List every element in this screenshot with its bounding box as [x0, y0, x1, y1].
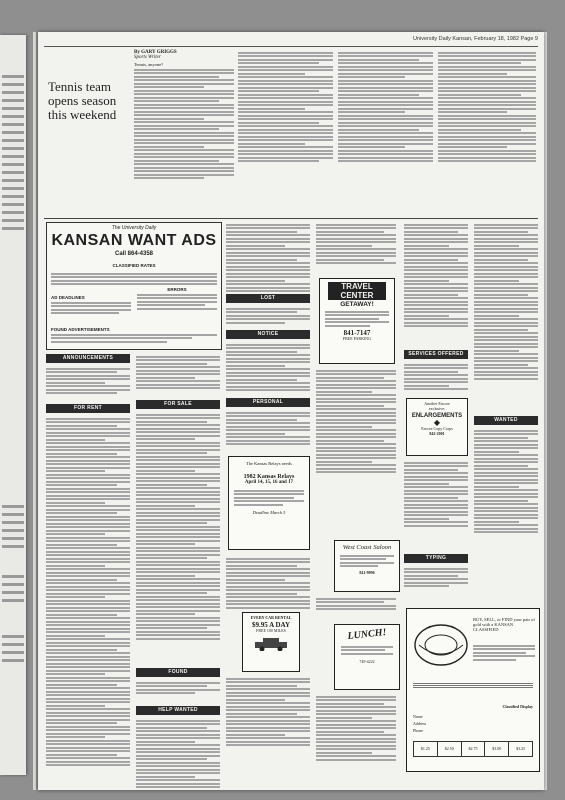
encore-phone: 842-2001	[429, 430, 445, 436]
tennis-byline: By GARY GRIGGS	[134, 50, 177, 55]
section-announcements: ANNOUNCEMENTS	[46, 354, 130, 363]
lunch-phone: 749-4222	[359, 659, 375, 664]
found-ads-block	[51, 327, 217, 344]
relays-line2: 1982 Kansas Relays	[243, 474, 295, 480]
deadlines-heading: AD DEADLINES	[51, 295, 85, 300]
found-listings	[136, 680, 220, 696]
column-4-listings-top	[316, 222, 396, 266]
car-rental-ad	[242, 612, 300, 672]
travel-line2: CENTER	[328, 291, 386, 300]
name-label: Name	[413, 714, 423, 719]
price-cell: $3.25	[516, 746, 526, 751]
tennis-headline: Tennis team opens season this weekend	[48, 79, 117, 122]
travel-line3: GETAWAY!	[340, 301, 374, 308]
classified-display-label: Classified Display	[502, 704, 533, 709]
section-for-rent: FOR RENT	[46, 404, 130, 413]
typing-listings	[404, 566, 468, 589]
encore-shop: Encore Copy Corps	[421, 426, 453, 431]
personal-listings	[226, 410, 310, 447]
kansas-relays-ad	[228, 456, 310, 550]
tennis-column-2	[238, 50, 333, 164]
lips-icon	[413, 619, 469, 671]
classified-order-form	[406, 608, 540, 772]
travel-note: FREE PARKING	[342, 336, 372, 341]
want-ads-title: KANSAN WANT ADS	[51, 232, 217, 249]
tennis-byline-role: Sports Writer	[134, 55, 161, 60]
tennis-column-1	[134, 50, 234, 181]
phone-label: Phone	[413, 728, 423, 733]
travel-phone: 841-7147	[343, 329, 371, 337]
relays-dates: April 14, 15, 16 and 17	[244, 480, 294, 485]
misc-listings-top	[136, 354, 220, 391]
encore-line2: exclusive:	[428, 405, 446, 411]
running-head: University Daily Kansan, February 18, 1982 Page 9	[44, 36, 538, 47]
tennis-story	[48, 80, 126, 122]
errors-heading: ERRORS	[167, 287, 187, 292]
travel-line1: TRAVEL	[328, 282, 386, 291]
price-cell: $1.25	[414, 742, 438, 756]
column-6-listings-top	[474, 222, 538, 381]
encore-logo-icon: ◆	[433, 418, 441, 427]
column-4-listings-lower	[316, 596, 396, 612]
travel-center-ad	[319, 278, 395, 364]
for-rent-listings	[46, 416, 130, 768]
rates-table	[51, 271, 217, 287]
announcements-listings	[46, 366, 130, 396]
newspaper-page	[38, 32, 544, 790]
lunch-ad	[334, 624, 400, 690]
masthead-small: The University Daily	[111, 225, 157, 231]
wanted-listings	[474, 428, 538, 535]
address-label: Address	[413, 721, 427, 726]
column-5-listings-mid	[404, 460, 468, 528]
for-sale-listings	[136, 412, 220, 641]
column-4-listings-mid	[316, 368, 396, 475]
section-personal: PERSONAL	[226, 398, 310, 407]
price-cell: $3.00	[485, 742, 509, 756]
car-icon	[251, 637, 291, 651]
previous-page-edge	[0, 35, 26, 775]
section-help-wanted: HELP WANTED	[136, 706, 220, 715]
found-ads-heading: FOUND ADVERTISEMENTS	[51, 327, 110, 332]
section-typing: TYPING	[404, 554, 468, 563]
want-ads-phone: Call 864-4358	[114, 251, 154, 257]
column-3-listings-mid	[226, 556, 310, 610]
want-ads-masthead	[46, 222, 222, 350]
encore-ad	[406, 398, 468, 456]
section-services-offered: SERVICES OFFERED	[404, 350, 468, 359]
tennis-lead: Tennis, anyone?	[134, 62, 164, 67]
lost-listings	[226, 306, 310, 325]
services-listings	[404, 362, 468, 392]
section-for-sale: FOR SALE	[136, 400, 220, 409]
column-3-listings-bottom	[226, 676, 310, 748]
relays-deadline: Deadline March 5	[252, 510, 286, 515]
help-wanted-listings	[136, 718, 220, 790]
saloon-name: West Coast Saloon	[342, 544, 392, 551]
lunch-text: LUNCH!	[347, 626, 387, 643]
deadlines-block	[51, 295, 131, 316]
west-coast-saloon-ad	[334, 540, 400, 592]
tennis-column-4	[438, 50, 536, 164]
column-5-listings-top	[404, 222, 468, 329]
rates-heading: CLASSIFIED RATES	[112, 263, 156, 268]
column-3-listings-top	[226, 222, 310, 294]
notice-listings	[226, 342, 310, 393]
price-cell: $2.50	[438, 742, 462, 756]
rental-line2: FREE 100 MILES	[256, 627, 286, 633]
rental-price: $9.95 A DAY	[251, 620, 291, 629]
order-form-title: BUY, SELL, or FIND your pair of gold with a KANSAN CLASSIFIED	[473, 617, 535, 632]
tennis-column-3	[338, 50, 433, 164]
section-divider	[44, 218, 538, 219]
section-wanted: WANTED	[474, 416, 538, 425]
relays-line1: The Kansas Relays needs	[246, 461, 292, 466]
section-notice: NOTICE	[226, 330, 310, 339]
section-found: FOUND	[136, 668, 220, 677]
saloon-phone: 841-9996	[359, 569, 375, 575]
section-lost: LOST	[226, 294, 310, 303]
encore-line3: ENLARGEMENTS	[411, 413, 463, 419]
errors-block	[137, 287, 217, 311]
column-4-listings-bottom	[316, 694, 396, 762]
rental-line1: EVERY CAR RENTAL	[250, 615, 292, 620]
page-edge	[33, 32, 36, 790]
page-edge	[544, 32, 547, 790]
encore-line1: Another Encore	[424, 401, 450, 406]
price-grid	[413, 741, 533, 757]
price-cell: $2.75	[462, 742, 486, 756]
